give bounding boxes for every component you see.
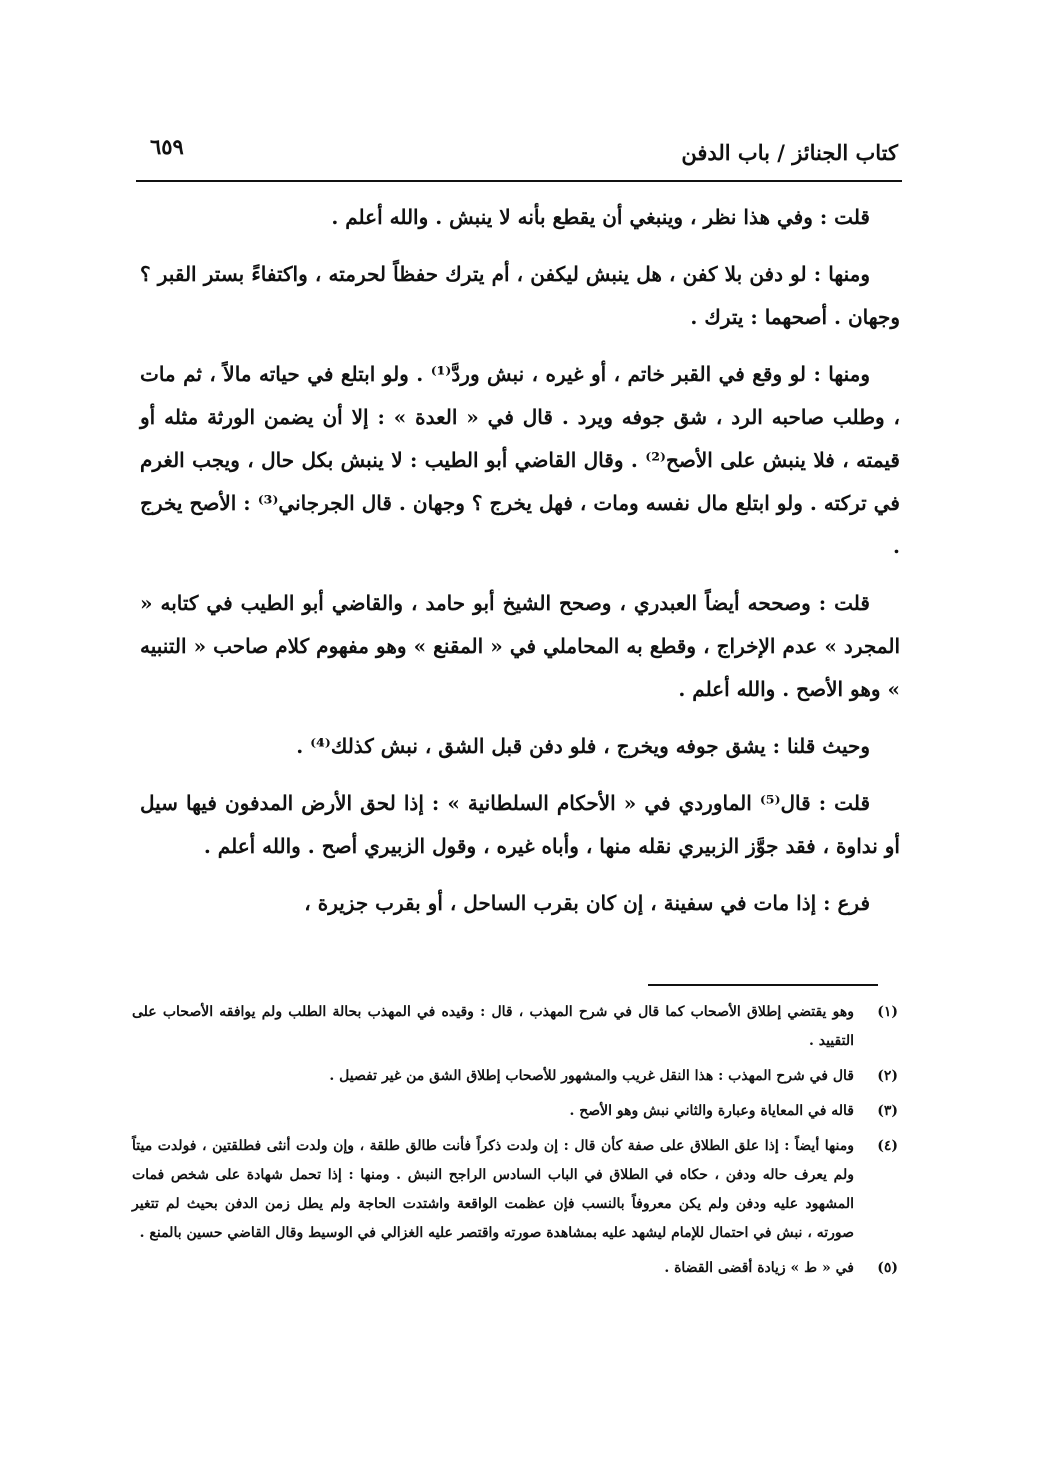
paragraph: ومنها : لو وقع في القبر خاتم ، أو غيره ، نبش وردَّ⁽¹⁾ . ولو ابتلع في حياته مالاً ، ثم مات ، وطلب صاحبه الرد ، شق جوفه ويرد . قال في « العدة » : إلا أن يضمن الورثة مثله أو قيمته ، فلا ينبش على الأصح⁽²⁾ . وقال القاضي أبو الطيب : لا ينبش بكل حال ، ويجب الغرم في تركته . ولو ابتلع مال نفسه ومات ، فهل يخرج ؟ وجهان . قال الجرجاني⁽³⁾ : الأصح يخرج . xyxy=(140,362,900,558)
footnote xyxy=(132,998,898,1056)
footnote-number: (٢) xyxy=(877,1068,898,1084)
page-number: ٦٥٩ xyxy=(150,134,184,159)
footnote-text: ومنها أيضاً : إذا علق الطلاق على صفة كأن قال : إن ولدت ذكراً فأنت طالق طلقة ، وإن ولدت أنثى فطلقتين ، فولدت ميتاً ولم يعرف حاله ودفن ، حكاه في الطلاق في الباب السادس الراجح النبش . ومنها : إذا تحمل شهادة على شخص فمات المشهود عليه ودفن ولم يكن معروفاً بالنسب فإن عظمت الواقعة واشتدت الحاجة ولم يطل زمن الدفن بحيث لم تتغير صورته ، نبش في احتمال للإمام ليشهد عليه بمشاهدة صورته واقتصر عليه الغزالي في الوسيط وقال القاضي حسين بالمنع . xyxy=(132,1138,854,1241)
header-divider xyxy=(136,180,902,182)
footnote xyxy=(132,1097,898,1126)
footnote xyxy=(132,1132,898,1248)
footnote-text: وهو يقتضي إطلاق الأصحاب كما قال في شرح المهذب ، قال : وقيده في المهذب بحالة الطلب ولم يوافقه الأصحاب على التقييد . xyxy=(132,1004,854,1049)
paragraph: قلت : قال⁽⁵⁾ الماوردي في « الأحكام السلطانية » : إذا لحق الأرض المدفون فيها سيل أو نداوة ، فقد جوَّز الزبيري نقله منها ، وأباه غيره ، وقول الزبيري أصح . والله أعلم . xyxy=(140,791,900,858)
footnote-divider xyxy=(648,984,878,986)
footnote xyxy=(132,1062,898,1091)
paragraph: وحيث قلنا : يشق جوفه ويخرج ، فلو دفن قبل الشق ، نبش كذلك⁽⁴⁾ . xyxy=(296,734,870,758)
page-header xyxy=(140,126,898,180)
footnotes xyxy=(132,998,898,1289)
footnote xyxy=(132,1254,898,1283)
footnote-number: (١) xyxy=(877,1004,898,1020)
paragraph: ومنها : لو دفن بلا كفن ، هل ينبش ليكفن ، أم يترك حفظاً لحرمته ، واكتفاءً بستر القبر ؟ وجهان . أصحهما : يترك . xyxy=(140,262,900,329)
running-title: كتاب الجنائز / باب الدفن xyxy=(681,140,898,165)
footnote-number: (٤) xyxy=(877,1138,898,1154)
paragraph: قلت : وفي هذا نظر ، وينبغي أن يقطع بأنه لا ينبش . والله أعلم . xyxy=(331,205,870,229)
paragraph: قلت : وصححه أيضاً العبدري ، وصحح الشيخ أبو حامد ، والقاضي أبو الطيب في كتابه « المجرد » عدم الإخراج ، وقطع به المحاملي في « المقنع » وهو مفهوم كلام صاحب « التنبيه » وهو الأصح . والله أعلم . xyxy=(140,591,900,701)
paragraph: فرع : إذا مات في سفينة ، إن كان بقرب الساحل ، أو بقرب جزيرة ، xyxy=(304,891,870,915)
main-text xyxy=(140,196,900,925)
footnote-number: (٣) xyxy=(877,1103,898,1119)
footnote-text: قال في شرح المهذب : هذا النقل غريب والمشهور للأصحاب إطلاق الشق من غير تفصيل . xyxy=(329,1068,854,1084)
footnote-text: قاله في المعاياة وعبارة والثاني نبش وهو الأصح . xyxy=(569,1103,854,1119)
footnote-text: في « ط » زيادة أقضى القضاة . xyxy=(664,1260,854,1276)
footnote-number: (٥) xyxy=(877,1260,898,1276)
